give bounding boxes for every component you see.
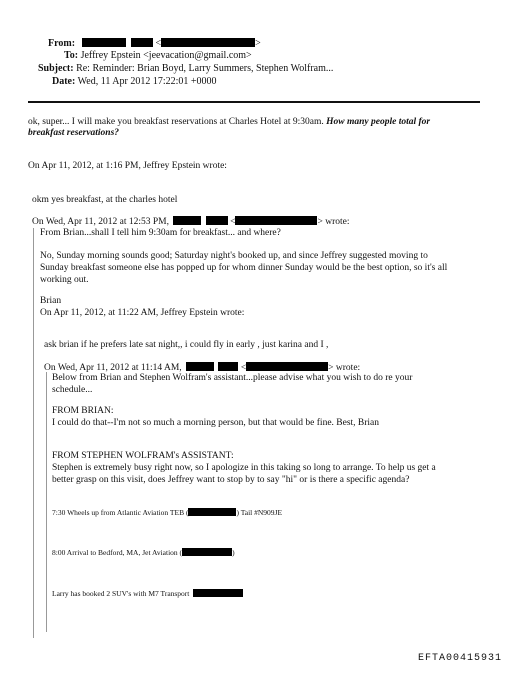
quote-text: working out. <box>40 275 89 285</box>
redaction <box>82 38 126 47</box>
header-date <box>52 76 217 88</box>
quote-text: Stephen is extremely busy right now, so I apologize in this taking so long to arrange. To help us get a <box>52 463 436 473</box>
quote-attribution: On Wed, Apr 11, 2012 at 11:14 AM, < > wrote: <box>44 363 361 373</box>
redaction <box>186 362 214 371</box>
date-value: Wed, 11 Apr 2012 17:22:01 +0000 <box>77 76 217 87</box>
quote-text: Sunday breakfast someone else has popped up for whom dinner Sunday would be the best option, so it's all <box>40 263 448 273</box>
from-label: From: <box>48 38 76 49</box>
redaction <box>173 216 201 225</box>
document-id: EFTA00415931 <box>417 653 502 664</box>
quote-attribution: On Apr 11, 2012, at 11:22 AM, Jeffrey Epstein wrote: <box>40 308 245 318</box>
quote-text: okm yes breakfast, at the charles hotel <box>32 195 178 205</box>
quote-text: schedule... <box>52 385 93 395</box>
subject-label: Subject: <box>38 63 74 74</box>
itinerary-item: Larry has booked 2 SUV's with M7 Transport <box>52 589 243 598</box>
quote-bar <box>46 372 47 632</box>
quote-text: I could do that--I'm not so much a morning person, but that would be fine. Best, Brian <box>52 418 380 428</box>
header-from: From: < > <box>48 38 261 49</box>
quote-text: Below from Brian and Stephen Wolfram's assistant...please advise what you wish to do re your <box>52 373 413 383</box>
subject-value: Re: Reminder: Brian Boyd, Larry Summers, Stephen Wolfram... <box>76 63 334 74</box>
quote-text: No, Sunday morning sounds good; Saturday night's booked up, and since Jeffrey suggested moving to <box>40 251 428 261</box>
date-label: Date: <box>52 76 76 87</box>
redaction <box>206 216 228 225</box>
to-label: To: <box>64 50 79 61</box>
header-subject <box>38 63 333 75</box>
message-line-2: breakfast reservations? <box>28 128 120 138</box>
quote-attribution: On Apr 11, 2012, at 1:16 PM, Jeffrey Epstein wrote: <box>28 161 227 171</box>
redaction <box>131 38 153 47</box>
header-to <box>64 50 252 62</box>
itinerary-item: 7:30 Wheels up from Atlantic Aviation TEB ( ) Tail #N909JE <box>52 508 283 517</box>
redaction <box>182 548 232 556</box>
redaction <box>188 508 236 516</box>
quote-bar <box>33 228 34 638</box>
redaction <box>161 38 255 47</box>
redaction <box>235 216 317 225</box>
message-line-1: ok, super... I will make you breakfast reservations at Charles Hotel at 9:30am. How many people total for <box>28 117 431 127</box>
to-value: Jeffrey Epstein <jeevacation@gmail.com> <box>80 50 252 61</box>
itinerary-item: 8:00 Arrival to Bedford, MA, Jet Aviation ( ) <box>52 548 235 557</box>
quote-text: better grasp on this visit, does Jeffrey want to stop by to say "hi" or is there a specific agenda? <box>52 475 410 485</box>
redaction <box>246 362 328 371</box>
quote-text: ask brian if he prefers late sat night,, i could fly in early , just karina and I , <box>44 340 329 350</box>
quote-text: From Brian...shall I tell him 9:30am for breakfast... and where? <box>40 228 281 238</box>
header-divider <box>28 101 480 103</box>
signature: Brian <box>40 296 62 306</box>
redaction <box>218 362 238 371</box>
section-heading: FROM BRIAN: <box>52 406 114 416</box>
redaction <box>193 589 243 597</box>
quote-attribution: On Wed, Apr 11, 2012 at 12:53 PM, < > wrote: <box>32 217 350 227</box>
section-heading: FROM STEPHEN WOLFRAM's ASSISTANT: <box>52 451 234 461</box>
